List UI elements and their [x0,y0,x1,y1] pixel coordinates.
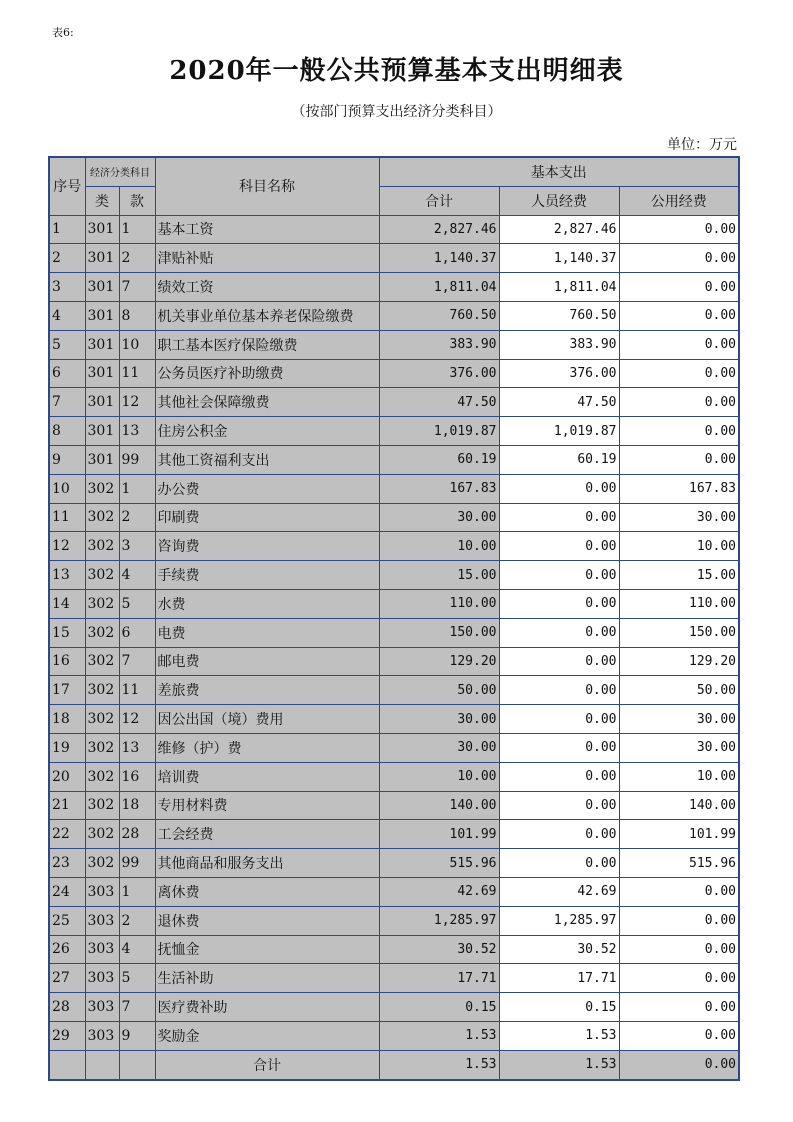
row-seq-cell: 5 [49,330,85,359]
table-row [49,762,739,791]
row-kuan-cell: 2 [119,906,155,935]
table-row [49,532,739,561]
row-personnel-cell: 383.90 [499,330,619,359]
row-kuan-cell: 99 [119,849,155,878]
row-name-cell: 职工基本医疗保险缴费 [155,330,379,359]
table-row [49,589,739,618]
row-personnel-cell: 0.15 [499,993,619,1022]
table-row [49,273,739,302]
table-row [49,215,739,244]
row-seq-cell: 18 [49,705,85,734]
row-name-cell: 水费 [155,589,379,618]
row-kuan-cell: 11 [119,359,155,388]
row-name-cell: 维修（护）费 [155,733,379,762]
row-personnel-cell: 1,140.37 [499,244,619,273]
table-row [49,618,739,647]
row-lei-cell: 302 [85,618,119,647]
row-public-cell: 0.00 [619,935,739,964]
table-row [49,417,739,446]
row-lei-cell: 303 [85,1021,119,1050]
row-name-cell: 公务员医疗补助缴费 [155,359,379,388]
row-personnel-cell: 0.00 [499,503,619,532]
table-row [49,705,739,734]
row-total-cell: 140.00 [379,791,499,820]
table-row [49,445,739,474]
row-personnel-cell: 0.00 [499,647,619,676]
row-public-cell: 0.00 [619,273,739,302]
row-total-cell: 760.50 [379,301,499,330]
table-footer [49,1050,739,1079]
row-personnel-cell: 30.52 [499,935,619,964]
row-public-cell: 0.00 [619,906,739,935]
row-total-cell: 1,019.87 [379,417,499,446]
row-seq-cell: 13 [49,561,85,590]
row-lei-cell: 301 [85,244,119,273]
row-public-cell: 30.00 [619,503,739,532]
row-personnel-cell: 0.00 [499,791,619,820]
row-public-cell: 129.20 [619,647,739,676]
row-lei-cell: 301 [85,445,119,474]
row-seq-cell: 28 [49,993,85,1022]
row-personnel-cell: 42.69 [499,877,619,906]
row-kuan-cell: 12 [119,388,155,417]
row-name-cell: 绩效工资 [155,273,379,302]
row-personnel-cell: 17.71 [499,964,619,993]
row-total-cell: 101.99 [379,820,499,849]
col-header-public: 公用经费 [619,186,739,215]
table-row [49,647,739,676]
row-seq-cell: 27 [49,964,85,993]
row-name-cell: 抚恤金 [155,935,379,964]
row-kuan-cell: 2 [119,503,155,532]
row-seq-cell: 22 [49,820,85,849]
row-seq-cell: 20 [49,762,85,791]
table-number-tag: 表6: [52,26,74,39]
row-lei-cell: 301 [85,301,119,330]
row-kuan-cell: 16 [119,762,155,791]
row-lei-cell: 303 [85,906,119,935]
row-total-cell: 376.00 [379,359,499,388]
row-total-cell: 150.00 [379,618,499,647]
row-seq-cell: 7 [49,388,85,417]
row-personnel-cell: 47.50 [499,388,619,417]
row-public-cell: 30.00 [619,733,739,762]
row-kuan-cell: 13 [119,417,155,446]
row-kuan-cell: 8 [119,301,155,330]
header-row-top [49,157,739,186]
row-lei-cell: 303 [85,877,119,906]
total-row-total: 1.53 [379,1050,499,1079]
row-total-cell: 60.19 [379,445,499,474]
row-personnel-cell: 1.53 [499,1021,619,1050]
row-total-cell: 10.00 [379,532,499,561]
row-seq-cell: 21 [49,791,85,820]
row-name-cell: 手续费 [155,561,379,590]
row-lei-cell: 301 [85,273,119,302]
row-name-cell: 因公出国（境）费用 [155,705,379,734]
row-public-cell: 0.00 [619,1021,739,1050]
table-row [49,561,739,590]
row-public-cell: 0.00 [619,964,739,993]
total-row-personnel: 1.53 [499,1050,619,1079]
row-name-cell: 专用材料费 [155,791,379,820]
row-total-cell: 30.52 [379,935,499,964]
row-lei-cell: 302 [85,503,119,532]
row-kuan-cell: 7 [119,273,155,302]
col-header-name: 科目名称 [155,157,379,215]
row-seq-cell: 26 [49,935,85,964]
table-row [49,330,739,359]
row-kuan-cell: 1 [119,215,155,244]
row-public-cell: 515.96 [619,849,739,878]
row-total-cell: 1.53 [379,1021,499,1050]
row-name-cell: 邮电费 [155,647,379,676]
row-name-cell: 其他工资福利支出 [155,445,379,474]
row-total-cell: 0.15 [379,993,499,1022]
row-public-cell: 101.99 [619,820,739,849]
row-public-cell: 10.00 [619,762,739,791]
row-kuan-cell: 11 [119,676,155,705]
row-kuan-cell: 7 [119,647,155,676]
table-row [49,935,739,964]
row-name-cell: 其他社会保障缴费 [155,388,379,417]
row-kuan-cell: 9 [119,1021,155,1050]
row-personnel-cell: 0.00 [499,820,619,849]
row-total-cell: 515.96 [379,849,499,878]
row-personnel-cell: 0.00 [499,589,619,618]
table-row [49,849,739,878]
row-lei-cell: 302 [85,705,119,734]
row-seq-cell: 16 [49,647,85,676]
row-personnel-cell: 0.00 [499,762,619,791]
row-public-cell: 0.00 [619,359,739,388]
row-public-cell: 0.00 [619,993,739,1022]
row-name-cell: 生活补助 [155,964,379,993]
row-total-cell: 30.00 [379,705,499,734]
row-public-cell: 10.00 [619,532,739,561]
row-seq-cell: 19 [49,733,85,762]
row-seq-cell: 12 [49,532,85,561]
row-total-cell: 15.00 [379,561,499,590]
row-lei-cell: 301 [85,388,119,417]
row-lei-cell: 302 [85,733,119,762]
row-total-cell: 30.00 [379,503,499,532]
row-name-cell: 印刷费 [155,503,379,532]
row-kuan-cell: 1 [119,877,155,906]
row-seq-cell: 2 [49,244,85,273]
row-personnel-cell: 1,811.04 [499,273,619,302]
row-kuan-cell: 12 [119,705,155,734]
row-kuan-cell: 1 [119,474,155,503]
row-personnel-cell: 0.00 [499,676,619,705]
row-personnel-cell: 760.50 [499,301,619,330]
row-total-cell: 10.00 [379,762,499,791]
row-name-cell: 咨询费 [155,532,379,561]
page-title: 2020年一般公共预算基本支出明细表 [169,56,624,86]
table-row [49,359,739,388]
row-seq-cell: 3 [49,273,85,302]
row-name-cell: 津贴补贴 [155,244,379,273]
row-public-cell: 110.00 [619,589,739,618]
table-row [49,993,739,1022]
row-personnel-cell: 1,285.97 [499,906,619,935]
row-kuan-cell: 3 [119,532,155,561]
row-personnel-cell: 0.00 [499,561,619,590]
table-row [49,244,739,273]
row-name-cell: 其他商品和服务支出 [155,849,379,878]
row-lei-cell: 302 [85,589,119,618]
row-personnel-cell: 60.19 [499,445,619,474]
table-row [49,877,739,906]
row-lei-cell: 301 [85,330,119,359]
row-seq-cell: 4 [49,301,85,330]
total-row-blank-kuan [119,1050,155,1079]
col-header-total: 合计 [379,186,499,215]
row-seq-cell: 11 [49,503,85,532]
row-personnel-cell: 0.00 [499,532,619,561]
header-row-bottom [49,186,739,215]
row-personnel-cell: 0.00 [499,618,619,647]
row-total-cell: 50.00 [379,676,499,705]
total-row-public: 0.00 [619,1050,739,1079]
table-row [49,733,739,762]
row-personnel-cell: 2,827.46 [499,215,619,244]
table-row [49,964,739,993]
row-lei-cell: 301 [85,215,119,244]
row-kuan-cell: 2 [119,244,155,273]
row-total-cell: 30.00 [379,733,499,762]
row-kuan-cell: 13 [119,733,155,762]
row-lei-cell: 302 [85,820,119,849]
row-seq-cell: 29 [49,1021,85,1050]
row-public-cell: 0.00 [619,388,739,417]
row-seq-cell: 1 [49,215,85,244]
row-kuan-cell: 10 [119,330,155,359]
row-seq-cell: 9 [49,445,85,474]
row-total-cell: 1,140.37 [379,244,499,273]
row-public-cell: 140.00 [619,791,739,820]
row-lei-cell: 302 [85,561,119,590]
row-lei-cell: 303 [85,964,119,993]
row-public-cell: 50.00 [619,676,739,705]
row-total-cell: 42.69 [379,877,499,906]
row-name-cell: 机关事业单位基本养老保险缴费 [155,301,379,330]
row-public-cell: 0.00 [619,330,739,359]
row-kuan-cell: 28 [119,820,155,849]
row-lei-cell: 302 [85,474,119,503]
table-header [49,157,739,215]
row-seq-cell: 10 [49,474,85,503]
table-body [49,215,739,1050]
row-kuan-cell: 4 [119,935,155,964]
row-total-cell: 383.90 [379,330,499,359]
row-public-cell: 0.00 [619,244,739,273]
row-seq-cell: 15 [49,618,85,647]
row-seq-cell: 14 [49,589,85,618]
row-seq-cell: 8 [49,417,85,446]
row-kuan-cell: 18 [119,791,155,820]
row-lei-cell: 302 [85,791,119,820]
table-row [49,474,739,503]
row-seq-cell: 24 [49,877,85,906]
row-total-cell: 47.50 [379,388,499,417]
row-total-cell: 129.20 [379,647,499,676]
table-row [49,388,739,417]
row-personnel-cell: 0.00 [499,705,619,734]
row-kuan-cell: 5 [119,589,155,618]
row-kuan-cell: 4 [119,561,155,590]
row-seq-cell: 25 [49,906,85,935]
col-header-basic: 基本支出 [379,157,739,186]
table-row [49,1021,739,1050]
table-row [49,301,739,330]
row-kuan-cell: 99 [119,445,155,474]
col-header-lei: 类 [85,186,119,215]
table-row [49,906,739,935]
col-header-seq: 序号 [49,157,85,215]
table-row [49,820,739,849]
total-row [49,1050,739,1079]
row-name-cell: 医疗费补助 [155,993,379,1022]
row-name-cell: 住房公积金 [155,417,379,446]
row-public-cell: 30.00 [619,705,739,734]
row-total-cell: 1,285.97 [379,906,499,935]
row-name-cell: 奖励金 [155,1021,379,1050]
table-row [49,791,739,820]
row-public-cell: 167.83 [619,474,739,503]
row-lei-cell: 303 [85,935,119,964]
row-lei-cell: 301 [85,359,119,388]
row-seq-cell: 17 [49,676,85,705]
total-row-label: 合计 [155,1050,379,1079]
row-lei-cell: 302 [85,647,119,676]
row-public-cell: 15.00 [619,561,739,590]
table-row [49,503,739,532]
col-header-personnel: 人员经费 [499,186,619,215]
row-public-cell: 0.00 [619,417,739,446]
expenditure-table [48,156,740,1081]
row-name-cell: 电费 [155,618,379,647]
row-public-cell: 0.00 [619,445,739,474]
row-total-cell: 17.71 [379,964,499,993]
row-public-cell: 150.00 [619,618,739,647]
row-kuan-cell: 6 [119,618,155,647]
row-public-cell: 0.00 [619,877,739,906]
row-personnel-cell: 0.00 [499,733,619,762]
row-seq-cell: 23 [49,849,85,878]
row-name-cell: 退休费 [155,906,379,935]
row-personnel-cell: 376.00 [499,359,619,388]
row-kuan-cell: 7 [119,993,155,1022]
row-total-cell: 1,811.04 [379,273,499,302]
total-row-blank-lei [85,1050,119,1079]
col-header-kuan: 款 [119,186,155,215]
row-lei-cell: 302 [85,676,119,705]
row-lei-cell: 301 [85,417,119,446]
row-name-cell: 工会经费 [155,820,379,849]
table-row [49,676,739,705]
row-lei-cell: 303 [85,993,119,1022]
row-total-cell: 167.83 [379,474,499,503]
row-name-cell: 离休费 [155,877,379,906]
row-personnel-cell: 0.00 [499,849,619,878]
page-subtitle: （按部门预算支出经济分类科目） [291,104,502,120]
row-name-cell: 基本工资 [155,215,379,244]
row-personnel-cell: 0.00 [499,474,619,503]
row-lei-cell: 302 [85,762,119,791]
row-name-cell: 差旅费 [155,676,379,705]
total-row-blank-seq [49,1050,85,1079]
row-total-cell: 2,827.46 [379,215,499,244]
row-lei-cell: 302 [85,849,119,878]
col-header-econ-group: 经济分类科目 [85,157,155,186]
row-kuan-cell: 5 [119,964,155,993]
unit-label: 单位：万元 [667,137,737,153]
row-public-cell: 0.00 [619,301,739,330]
row-lei-cell: 302 [85,532,119,561]
row-personnel-cell: 1,019.87 [499,417,619,446]
row-name-cell: 办公费 [155,474,379,503]
row-public-cell: 0.00 [619,215,739,244]
row-total-cell: 110.00 [379,589,499,618]
row-name-cell: 培训费 [155,762,379,791]
row-seq-cell: 6 [49,359,85,388]
